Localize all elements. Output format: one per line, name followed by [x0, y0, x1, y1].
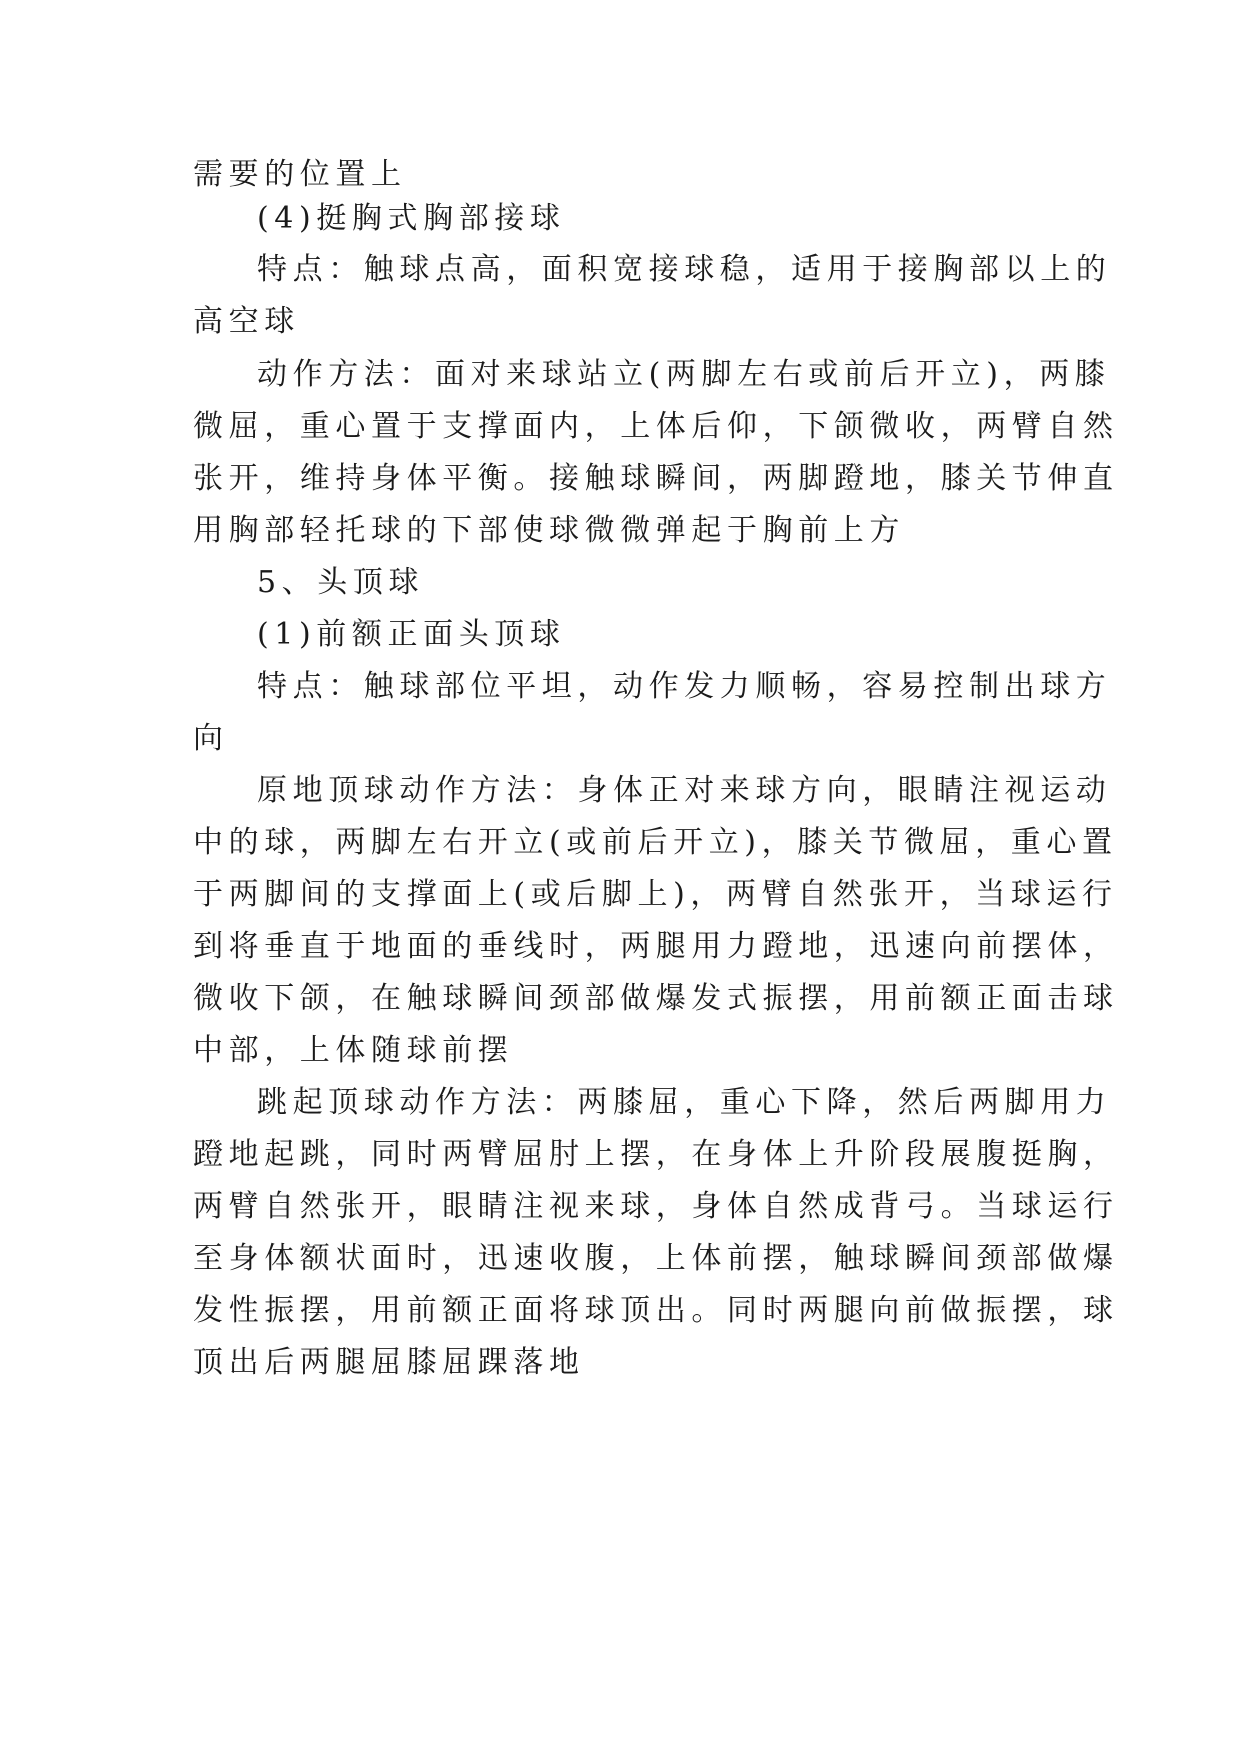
text-line: 向 [193, 721, 229, 756]
subsection-heading: (4)挺胸式胸部接球 [257, 201, 566, 236]
text-line: 微收下颌，在触球瞬间颈部做爆发式振摆，用前额正面击球 [193, 981, 1119, 1016]
text-line: 特点：触球点高，面积宽接球稳，适用于接胸部以上的 [257, 252, 1112, 287]
text-line: 至身体额状面时，迅速收腹，上体前摆，触球瞬间颈部做爆 [193, 1241, 1119, 1276]
text-line: 到将垂直于地面的垂线时，两腿用力蹬地，迅速向前摆体， [193, 929, 1119, 964]
text-line: 跳起顶球动作方法：两膝屈，重心下降，然后两脚用力 [257, 1085, 1112, 1120]
text-line: 张开，维持身体平衡。接触球瞬间，两脚蹬地，膝关节伸直 [193, 461, 1119, 496]
text-line: 特点：触球部位平坦，动作发力顺畅，容易控制出球方 [257, 669, 1112, 704]
text-line: 微屈，重心置于支撑面内，上体后仰，下颌微收，两臂自然 [193, 409, 1119, 444]
subsection-heading: (1)前额正面头顶球 [257, 617, 566, 652]
text-line: 发性振摆，用前额正面将球顶出。同时两腿向前做振摆，球 [193, 1293, 1119, 1328]
section-heading: 5、头顶球 [257, 565, 425, 600]
text-line: 用胸部轻托球的下部使球微微弹起于胸前上方 [193, 513, 905, 548]
text-line: 顶出后两腿屈膝屈踝落地 [193, 1345, 585, 1380]
text-line: 于两脚间的支撑面上(或后脚上)，两臂自然张开，当球运行 [193, 877, 1118, 912]
text-line: 需要的位置上 [193, 157, 407, 192]
text-line: 高空球 [193, 304, 300, 339]
text-line: 中部，上体随球前摆 [193, 1033, 514, 1068]
text-line: 中的球，两脚左右开立(或前后开立)，膝关节微屈，重心置 [193, 825, 1118, 860]
text-line: 蹬地起跳，同时两臂屈肘上摆，在身体上升阶段展腹挺胸， [193, 1137, 1119, 1172]
text-line: 两臂自然张开，眼睛注视来球，身体自然成背弓。当球运行 [193, 1189, 1119, 1224]
text-line: 原地顶球动作方法：身体正对来球方向，眼睛注视运动 [257, 773, 1112, 808]
text-line: 动作方法：面对来球站立(两脚左右或前后开立)，两膝 [257, 357, 1111, 392]
